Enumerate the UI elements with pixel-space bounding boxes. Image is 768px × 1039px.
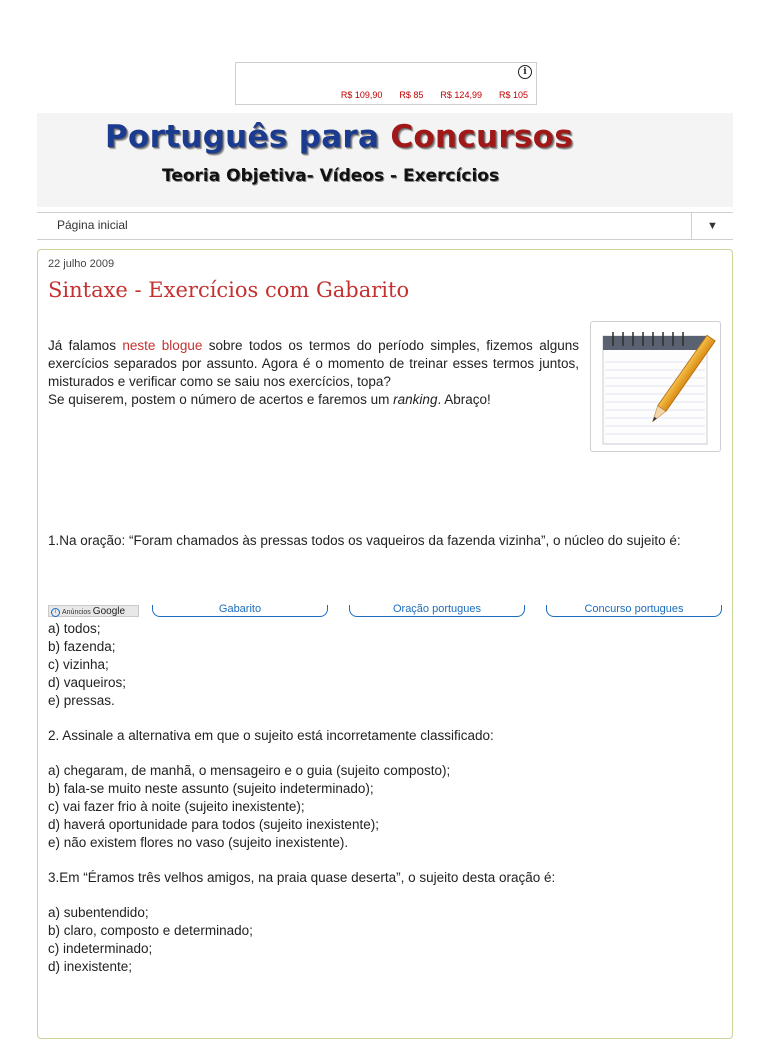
notepad-pencil-image <box>590 321 721 452</box>
answer-option: a) chegaram, de manhã, o mensageiro e o guia (sujeito composto); <box>48 763 451 778</box>
post-date: 22 julho 2009 <box>48 258 115 270</box>
ad-price-list <box>236 90 528 100</box>
answer-option: e) não existem flores no vaso (sujeito inexistente). <box>48 835 349 850</box>
intro-text: . Abraço! <box>437 392 491 407</box>
question-2-text: 2. Assinale a alternativa em que o sujeito está incorretamente classificado: <box>48 728 494 743</box>
question-2-options <box>48 762 450 852</box>
answer-option: d) vaqueiros; <box>48 675 127 690</box>
post-title[interactable]: Sintaxe - Exercícios com Gabarito <box>48 278 410 302</box>
answer-option: a) subentendido; <box>48 905 149 920</box>
notepad-icon <box>591 322 720 451</box>
ads-by-google-badge[interactable] <box>48 605 139 617</box>
blog-title-part2: Concursos <box>390 119 574 155</box>
answer-option: b) fazenda; <box>48 639 116 654</box>
answer-option: a) todos; <box>48 621 101 636</box>
ad-links-row <box>48 605 724 619</box>
answer-option: d) inexistente; <box>48 959 133 974</box>
navigation-bar <box>37 212 733 240</box>
blog-link[interactable]: neste blogue <box>122 338 203 353</box>
intro-text: sobre todos os termos do período simples, fizemos alguns exercícios separados por assunto. Agora é o momento de treinar esses termos juntos, misturados e verificar como se saiu nos exercícios, topa? <box>48 338 579 389</box>
google-label: Google <box>92 606 126 617</box>
ad-price[interactable]: R$ 124,99 <box>440 90 482 100</box>
nav-dropdown-button[interactable] <box>691 213 733 240</box>
blog-title-part1: Português para <box>105 119 380 155</box>
question-1-options <box>48 620 126 710</box>
blog-header-banner[interactable] <box>37 113 733 207</box>
nav-home-link[interactable]: Página inicial <box>57 218 128 232</box>
answer-option: d) haverá oportunidade para todos (sujeito inexistente); <box>48 817 379 832</box>
intro-text: Já falamos <box>48 338 123 353</box>
ad-price[interactable]: R$ 109,90 <box>340 90 383 100</box>
intro-italic: ranking <box>393 392 438 407</box>
blog-post <box>37 249 733 1039</box>
blog-title <box>105 119 573 155</box>
ads-label: Anúncios <box>62 609 91 616</box>
answer-option: b) fala-se muito neste assunto (sujeito indeterminado); <box>48 781 374 796</box>
question-3-options <box>48 904 253 976</box>
ad-price[interactable]: R$ 85 <box>399 90 424 100</box>
question-1-text: 1.Na oração: “Foram chamados às pressas todos os vaqueiros da fazenda vizinha”, o núcleo do sujeito é: <box>48 533 681 548</box>
answer-option: c) vai fazer frio à noite (sujeito inexistente); <box>48 799 305 814</box>
answer-option: b) claro, composto e determinado; <box>48 923 253 938</box>
answer-option: e) pressas. <box>48 693 115 708</box>
ad-price[interactable]: R$ 105 <box>498 90 528 100</box>
answer-option: c) indeterminado; <box>48 941 153 956</box>
dropdown-arrow-icon: ▼ <box>707 220 718 232</box>
top-ad-banner[interactable] <box>235 62 537 105</box>
intro-text: Se quiserem, postem o número de acertos e faremos um <box>48 392 394 407</box>
question-3-text: 3.Em “Éramos três velhos amigos, na praia quase deserta”, o sujeito desta oração é: <box>48 870 556 885</box>
ad-link-oracao-portugues[interactable]: Oração portugues <box>349 605 525 617</box>
ad-link-concurso-portugues[interactable]: Concurso portugues <box>546 605 722 617</box>
ad-info-icon[interactable]: i <box>518 65 532 79</box>
post-intro <box>48 337 579 409</box>
blog-subtitle: Teoria Objetiva- Vídeos - Exercícios <box>162 166 500 186</box>
ad-link-gabarito[interactable]: Gabarito <box>152 605 328 617</box>
answer-option: c) vizinha; <box>48 657 109 672</box>
ad-info-icon: i <box>51 608 60 617</box>
